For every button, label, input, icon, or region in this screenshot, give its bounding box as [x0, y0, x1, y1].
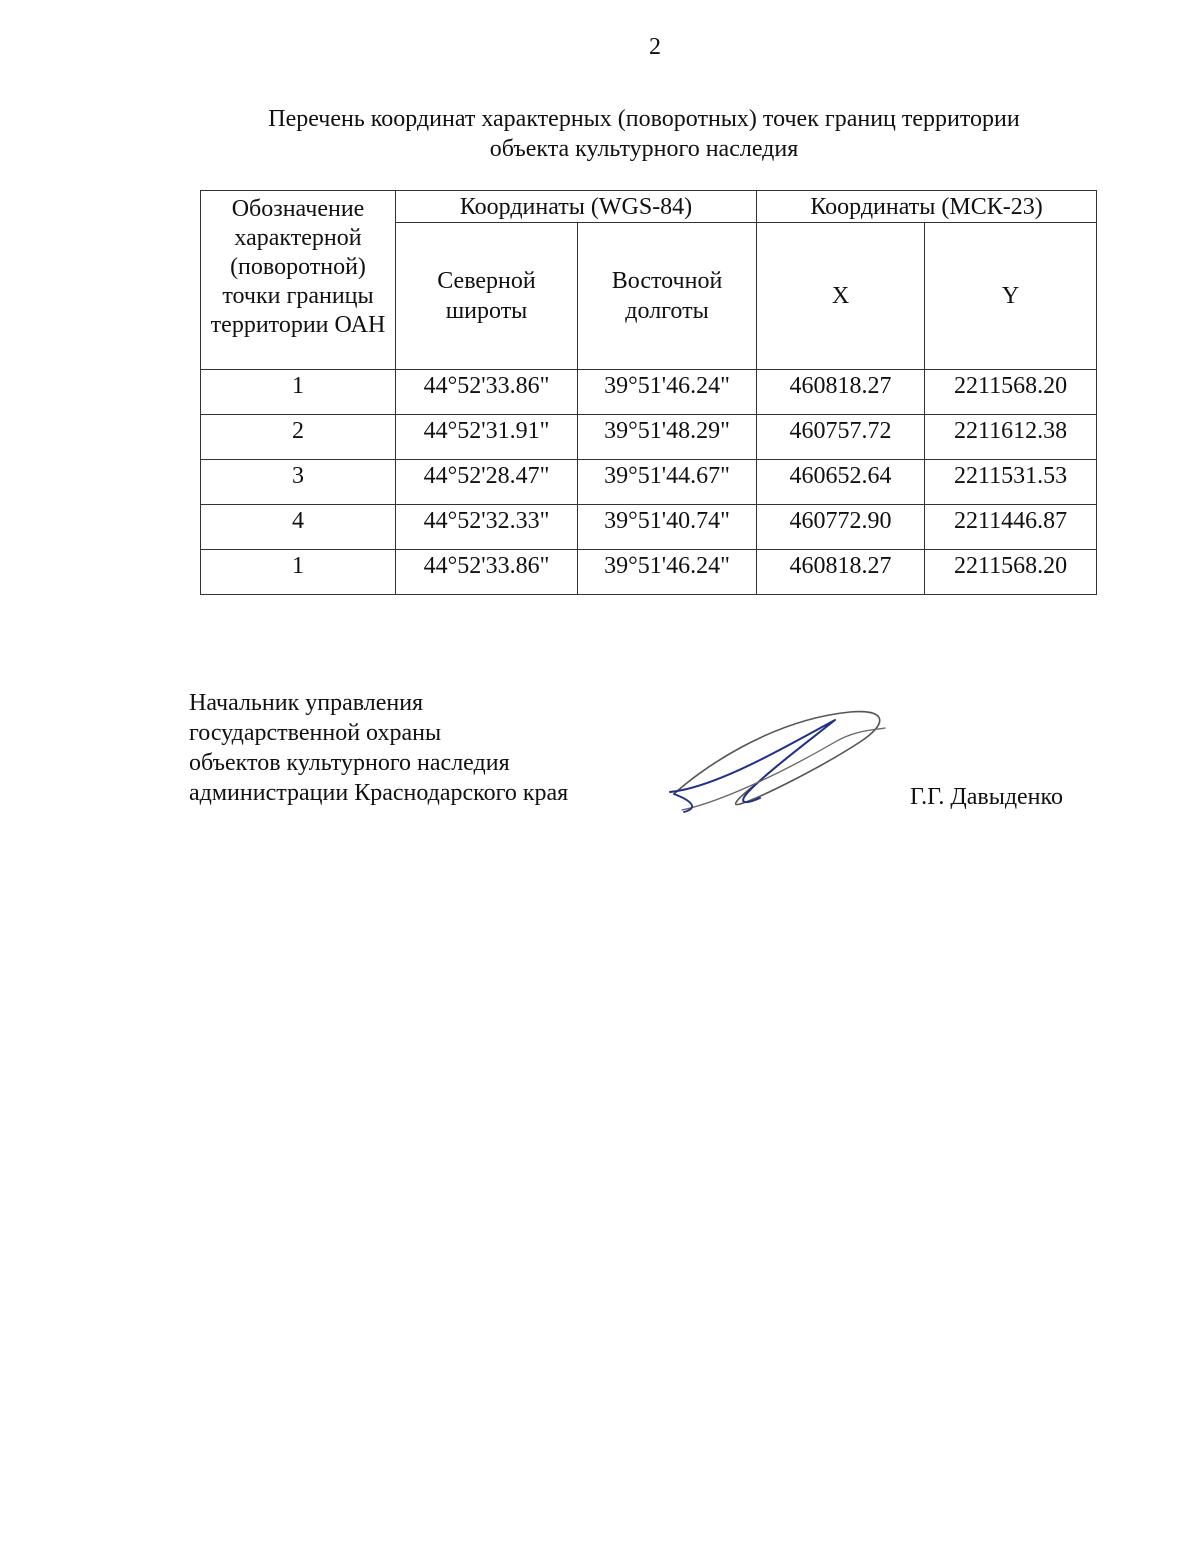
cell-x: 460772.90	[757, 505, 925, 550]
cell-y: 2211568.20	[925, 370, 1097, 415]
cell-y: 2211446.87	[925, 505, 1097, 550]
signatory-line-2: государственной охраны	[189, 720, 442, 746]
cell-north: 44°52'33.86"	[396, 370, 578, 415]
title-line-1: Перечень координат характерных (поворотных) точек границ территории	[268, 106, 1020, 132]
cell-east: 39°51'46.24"	[578, 370, 757, 415]
page-number: 2	[649, 34, 661, 60]
handwritten-signature	[660, 700, 890, 820]
cell-point: 1	[201, 550, 396, 595]
cell-point: 2	[201, 415, 396, 460]
header-north-line-1: Северной	[437, 268, 536, 294]
cell-east: 39°51'46.24"	[578, 550, 757, 595]
signatory-line-3: объектов культурного наследия	[189, 750, 510, 776]
header-east-line-2: долготы	[625, 298, 709, 324]
cell-east: 39°51'48.29"	[578, 415, 757, 460]
cell-point: 1	[201, 370, 396, 415]
cell-north: 44°52'33.86"	[396, 550, 578, 595]
header-designation: Обозначение характерной (поворотной) точки границы территории ОАН	[201, 191, 396, 370]
header-north-latitude	[396, 223, 578, 370]
cell-x: 460818.27	[757, 370, 925, 415]
title-line-2: объекта культурного наследия	[489, 136, 799, 162]
header-group-wgs84: Координаты (WGS-84)	[396, 191, 757, 223]
table-row	[201, 550, 1097, 595]
signature-stroke-tail	[682, 728, 885, 810]
cell-y: 2211612.38	[925, 415, 1097, 460]
page-title	[200, 104, 1088, 164]
table-row	[201, 460, 1097, 505]
cell-north: 44°52'31.91"	[396, 415, 578, 460]
table-row	[201, 505, 1097, 550]
header-east-line-1: Восточной	[611, 268, 723, 294]
cell-point: 3	[201, 460, 396, 505]
signatory-title	[189, 688, 568, 808]
cell-north: 44°52'28.47"	[396, 460, 578, 505]
signatory-line-4: администрации Краснодарского края	[189, 780, 569, 806]
cell-x: 460757.72	[757, 415, 925, 460]
header-x: X	[757, 223, 925, 370]
cell-east: 39°51'44.67"	[578, 460, 757, 505]
header-group-msk23: Координаты (МСК-23)	[757, 191, 1097, 223]
cell-east: 39°51'40.74"	[578, 505, 757, 550]
cell-y: 2211531.53	[925, 460, 1097, 505]
signature-stroke-inner	[670, 720, 835, 802]
cell-x: 460818.27	[757, 550, 925, 595]
table-row	[201, 370, 1097, 415]
cell-north: 44°52'32.33"	[396, 505, 578, 550]
header-east-longitude	[578, 223, 757, 370]
cell-x: 460652.64	[757, 460, 925, 505]
signatory-line-1: Начальник управления	[189, 690, 424, 716]
signature-stroke-outer	[674, 712, 880, 805]
cell-y: 2211568.20	[925, 550, 1097, 595]
header-north-line-2: широты	[445, 298, 528, 324]
signer-name: Г.Г. Давыденко	[910, 784, 1063, 810]
table-row	[201, 415, 1097, 460]
header-y: Y	[925, 223, 1097, 370]
cell-point: 4	[201, 505, 396, 550]
coordinates-table	[200, 190, 1097, 595]
